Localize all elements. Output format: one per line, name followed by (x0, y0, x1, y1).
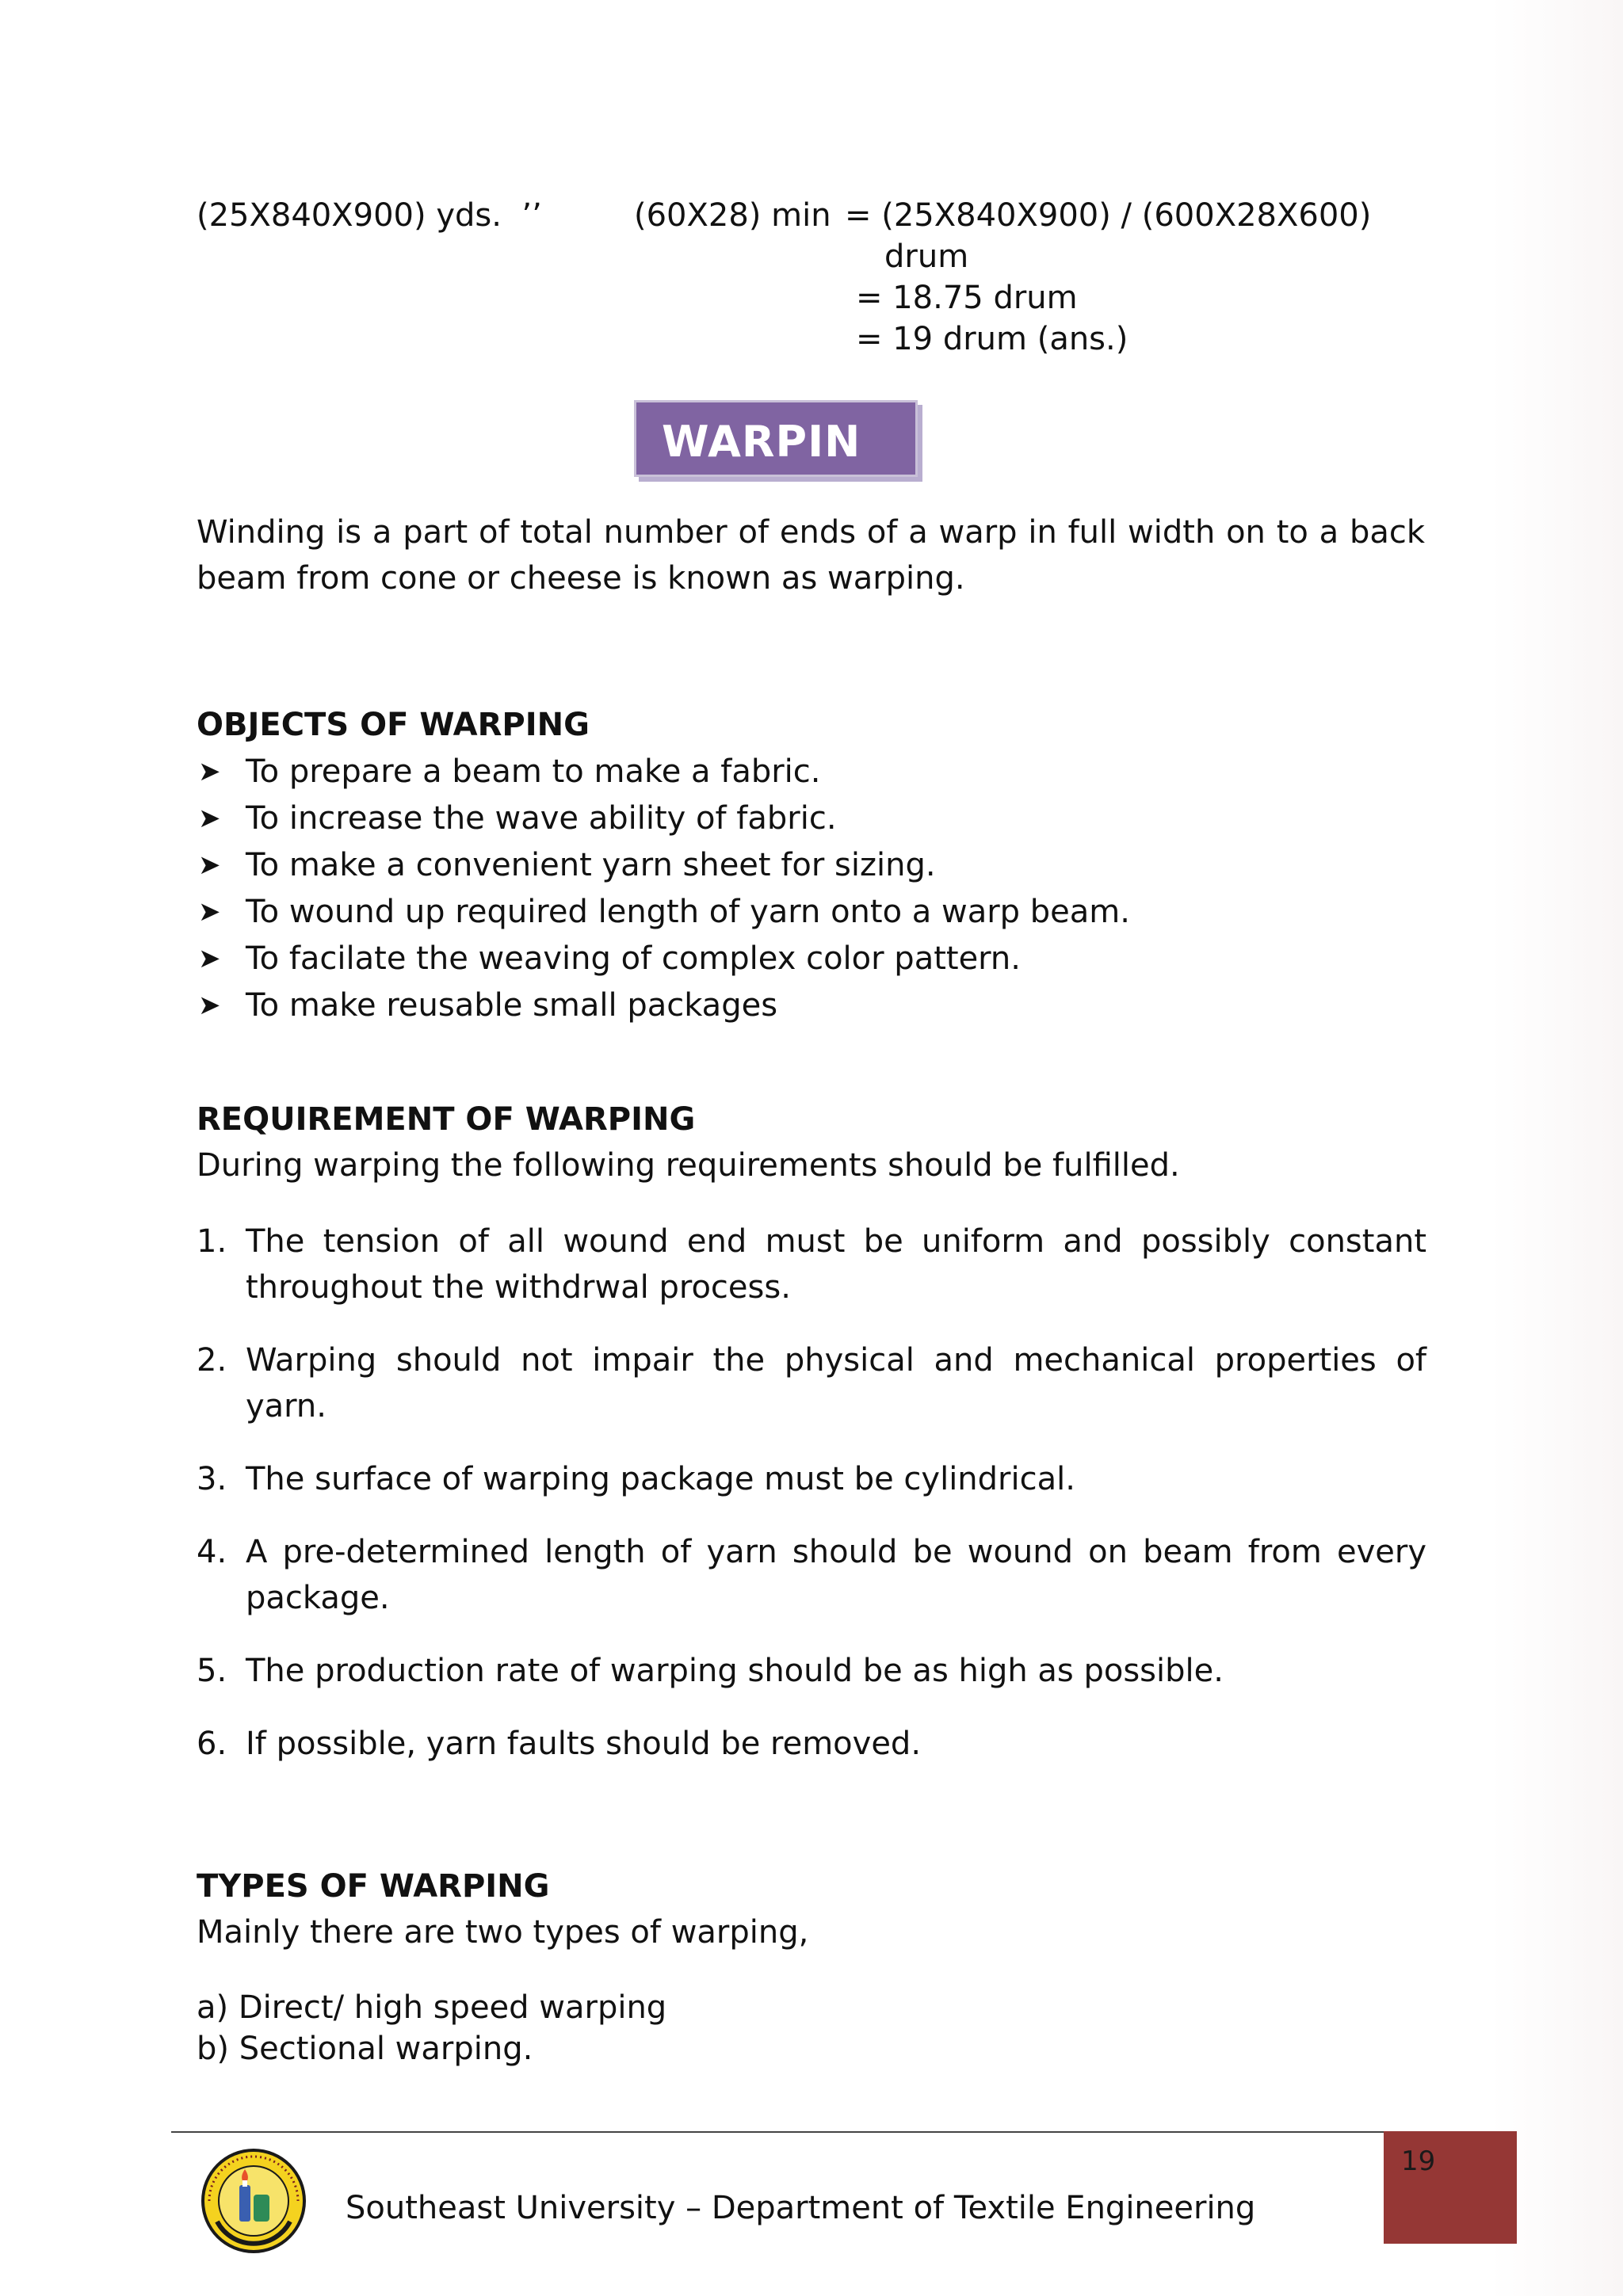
arrowhead-bullet-icon: ➤ (198, 990, 221, 1021)
calc-row1-left: (25X840X900) yds. ’’ (197, 197, 542, 234)
requirement-item: 2. Warping should not impair the physical and mechanical properties of yarn. (197, 1342, 1426, 1425)
list-item: ➤ To increase the wave ability of fabric. (197, 795, 1130, 842)
requirement-item: 3. The surface of warping package must be cylindrical. (197, 1461, 1075, 1497)
objects-list (197, 749, 1130, 1029)
calc-row1-right: = (25X840X900) / (600X28X600) (845, 197, 1372, 234)
arrowhead-bullet-icon: ➤ (198, 756, 221, 788)
section-title: WARPIN (662, 417, 861, 467)
page-edge-shade (1490, 0, 1623, 2296)
section-title-box (634, 400, 918, 477)
types-heading: TYPES OF WARPING (197, 1868, 550, 1905)
list-item: ➤ To make reusable small packages (197, 982, 1130, 1029)
types-intro: Mainly there are two types of warping, (197, 1914, 809, 1951)
requirement-intro: During warping the following requirements should be fulfilled. (197, 1147, 1180, 1184)
list-item: ➤ To make a convenient yarn sheet for sizing. (197, 842, 1130, 889)
requirement-item: 6. If possible, yarn faults should be removed. (197, 1726, 922, 1762)
list-item: ➤ To facilate the weaving of complex color pattern. (197, 936, 1130, 982)
page-number-tab (1384, 2131, 1517, 2244)
list-item: ➤ To prepare a beam to make a fabric. (197, 749, 1130, 795)
requirement-item: 5. The production rate of warping should be as high as possible. (197, 1653, 1224, 1689)
requirement-item: 1. The tension of all wound end must be uniform and possibly constant throughout the withdrwal process. (197, 1223, 1426, 1306)
calc-row3: = 18.75 drum (856, 280, 1078, 316)
calc-row1-mid: (60X28) min (634, 197, 831, 234)
calc-row2: drum (884, 238, 969, 275)
southeast-university-seal-icon (198, 2145, 309, 2256)
requirement-heading: REQUIREMENT OF WARPING (197, 1101, 696, 1138)
arrowhead-bullet-icon: ➤ (198, 943, 221, 974)
footer-divider (171, 2131, 1384, 2133)
arrowhead-bullet-icon: ➤ (198, 849, 221, 881)
types-item-b: b) Sectional warping. (197, 2031, 533, 2067)
page-number: 19 (1401, 2145, 1436, 2177)
footer-university-text: Southeast University – Department of Textile Engineering (346, 2190, 1256, 2226)
intro-paragraph: Winding is a part of total number of ends of a warp in full width on to a back beam from cone or cheese is known as warping. (197, 514, 1425, 597)
arrowhead-bullet-icon: ➤ (198, 896, 221, 928)
objects-heading: OBJECTS OF WARPING (197, 707, 590, 743)
requirement-item: 4. A pre-determined length of yarn should be wound on beam from every package. (197, 1534, 1426, 1616)
types-item-a: a) Direct/ high speed warping (197, 1989, 667, 2026)
arrowhead-bullet-icon: ➤ (198, 803, 221, 834)
list-item: ➤ To wound up required length of yarn onto a warp beam. (197, 889, 1130, 936)
calc-row4: = 19 drum (ans.) (856, 321, 1128, 357)
